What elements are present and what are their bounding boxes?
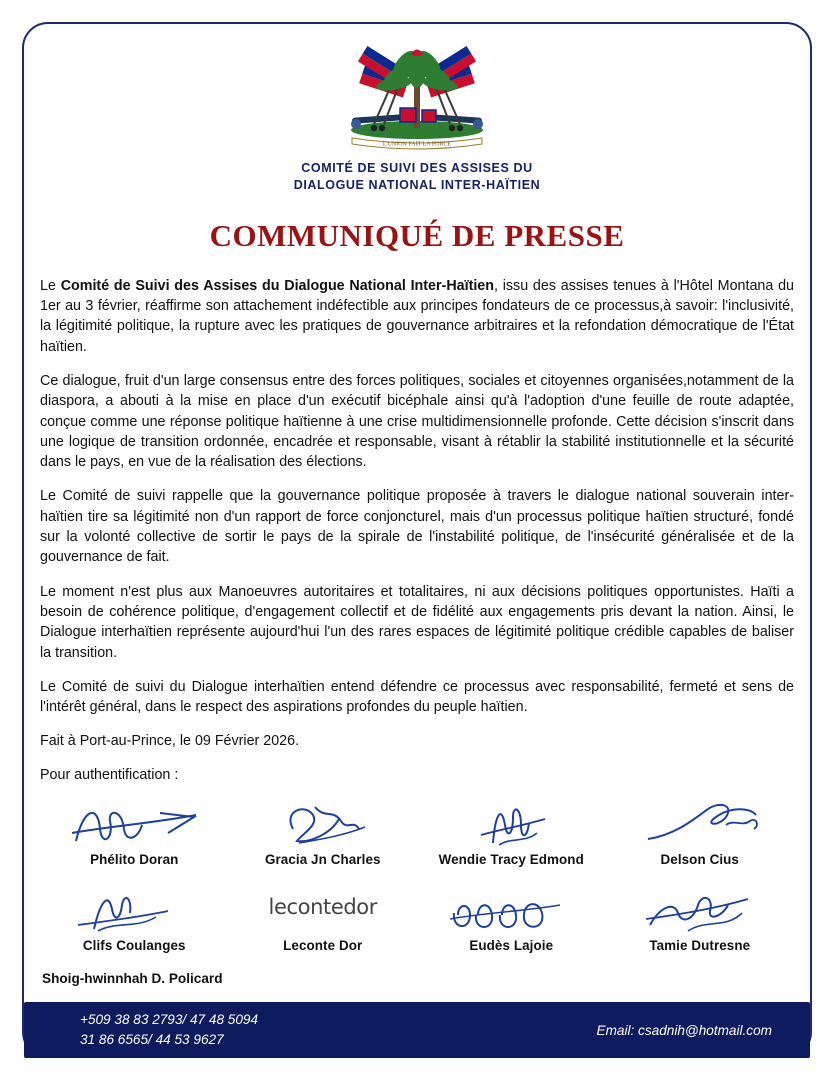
signature-cell-tamie-dutresne — [606, 883, 795, 955]
signature-cell-clifs-coulanges — [40, 883, 229, 955]
signature-mark-icon — [417, 797, 606, 849]
typed-signature: lecontedor — [268, 895, 377, 920]
crest-block — [40, 44, 794, 194]
signatory-name: Eudès Lajoie — [469, 938, 554, 954]
signature-grid-row-2 — [40, 883, 794, 955]
signature-mark-icon — [40, 883, 229, 935]
page-title: COMMUNIQUÉ DE PRESSE — [209, 217, 625, 253]
footer-phone-numbers — [80, 1010, 258, 1051]
paragraph-1-bold: Comité de Suivi des Assises du Dialogue National Inter-Haïtien — [60, 277, 494, 294]
signatory-name: Leconte Dor — [283, 938, 363, 954]
signatory-name: Tamie Dutresne — [649, 938, 751, 954]
signature-mark-icon — [229, 797, 418, 849]
signature-cell-gracia-jn-charles — [229, 797, 418, 869]
signatory-name: Gracia Jn Charles — [264, 852, 381, 868]
organization-name — [294, 160, 541, 194]
haiti-coat-of-arms-icon — [312, 44, 522, 154]
signature-mark-icon — [417, 883, 606, 935]
signature-mark-icon — [606, 883, 795, 935]
signatory-name: Delson Cius — [660, 852, 739, 868]
paragraph-1-before: Le — [40, 277, 61, 294]
document-content — [40, 34, 794, 994]
paragraph-1 — [40, 276, 794, 357]
signature-cell-delson-cius — [606, 797, 795, 869]
document-footer — [24, 1002, 810, 1058]
signature-cell-leconte-dor — [229, 883, 418, 955]
place-and-date: Fait à Port-au-Prince, le 09 Février 2026. — [40, 733, 300, 750]
paragraph-5: Le Comité de suivi du Dialogue interhaïtien entend défendre ce processus avec responsabilité, fermeté et sens de l'intérêt général, dans le respect des aspirations profondes du peuple haïtien. — [40, 678, 794, 716]
paragraph-3: Le Comité de suivi rappelle que la gouvernance politique proposée à travers le dialogue national souverain inter-haïtien tire sa légitimité non d'un rapport de force conjoncturel, mais d'un processus politique haïtien structuré, fondé sur la volonté collective de sortir le pays de la spirale de l'instabilité politique, de l'insécurité généralisée et de la gouvernance de fait. — [40, 488, 794, 566]
footer-email: Email: csadnih@hotmail.com — [596, 1022, 772, 1038]
last-signatory-name: Shoig-hwinnhah D. Policard — [42, 971, 223, 987]
signature-grid-row-1 — [40, 797, 794, 869]
signature-cell-wendie-tracy-edmond — [417, 797, 606, 869]
paragraph-4: Le moment n'est plus aux Manoeuvres autoritaires et totalitaires, ni aux décisions politiques opportunistes. Haïti a besoin de cohérence politique, d'engagement collectif et de fidélité aux engagements pris devant la nation. Ainsi, le Dialogue interhaïtien représente aujourd'hui l'un des rares espaces de légitimité politique crédible capables de baliser la transition. — [40, 583, 794, 661]
signature-mark-icon — [606, 797, 795, 849]
body-text — [40, 276, 794, 718]
paragraph-1-after: , issu des assises tenues à l'Hôtel Montana du 1er au 3 février, réaffirme son attachement indéfectible aux principes fondateurs de ce processus,à savoir: l'inclusivité, la légitimité politique, la rupture avec les pratiques de gouvernance arbitraires et la refondation démocratique de l'État haïtien. — [40, 277, 794, 355]
footer-phone-line-1: +509 38 83 2793/ 47 48 5094 — [80, 1011, 259, 1027]
organization-name-line1: COMITÉ DE SUIVI DES ASSISES DU — [301, 161, 533, 175]
svg-text:L'UNION FAIT LA FORCE: L'UNION FAIT LA FORCE — [382, 141, 452, 148]
paragraph-2: Ce dialogue, fruit d'un large consensus entre des forces politiques, sociales et citoyennes organisées,notamment de la diaspora, a abouti à la mise en place d'un exécutif bicéphale ainsi qu'à l'adoption d'une feuille de route adaptée, conçue comme une réponse politique haïtienne à une crise multidimensionnelle profonde. Cette décision s'inscrit dans une logique de transition ordonnée, encadrée et responsable, visant à rétablir la stabilité institutionnelle et la sécurité dans le pays, en vue de la réalisation des élections. — [40, 372, 794, 471]
signature-mark-icon — [40, 797, 229, 849]
signatory-name: Clifs Coulanges — [82, 938, 186, 954]
signatory-name: Wendie Tracy Edmond — [438, 852, 584, 868]
signature-cell-eudes-lajoie — [417, 883, 606, 955]
footer-phone-line-2: 31 86 6565/ 44 53 9627 — [80, 1032, 224, 1047]
signatory-name: Phélito Doran — [90, 852, 179, 868]
signature-cell-phelito-doran — [40, 797, 229, 869]
organization-name-line2: DIALOGUE NATIONAL INTER-HAÏTIEN — [293, 177, 541, 192]
authentication-label: Pour authentification : — [40, 767, 179, 784]
